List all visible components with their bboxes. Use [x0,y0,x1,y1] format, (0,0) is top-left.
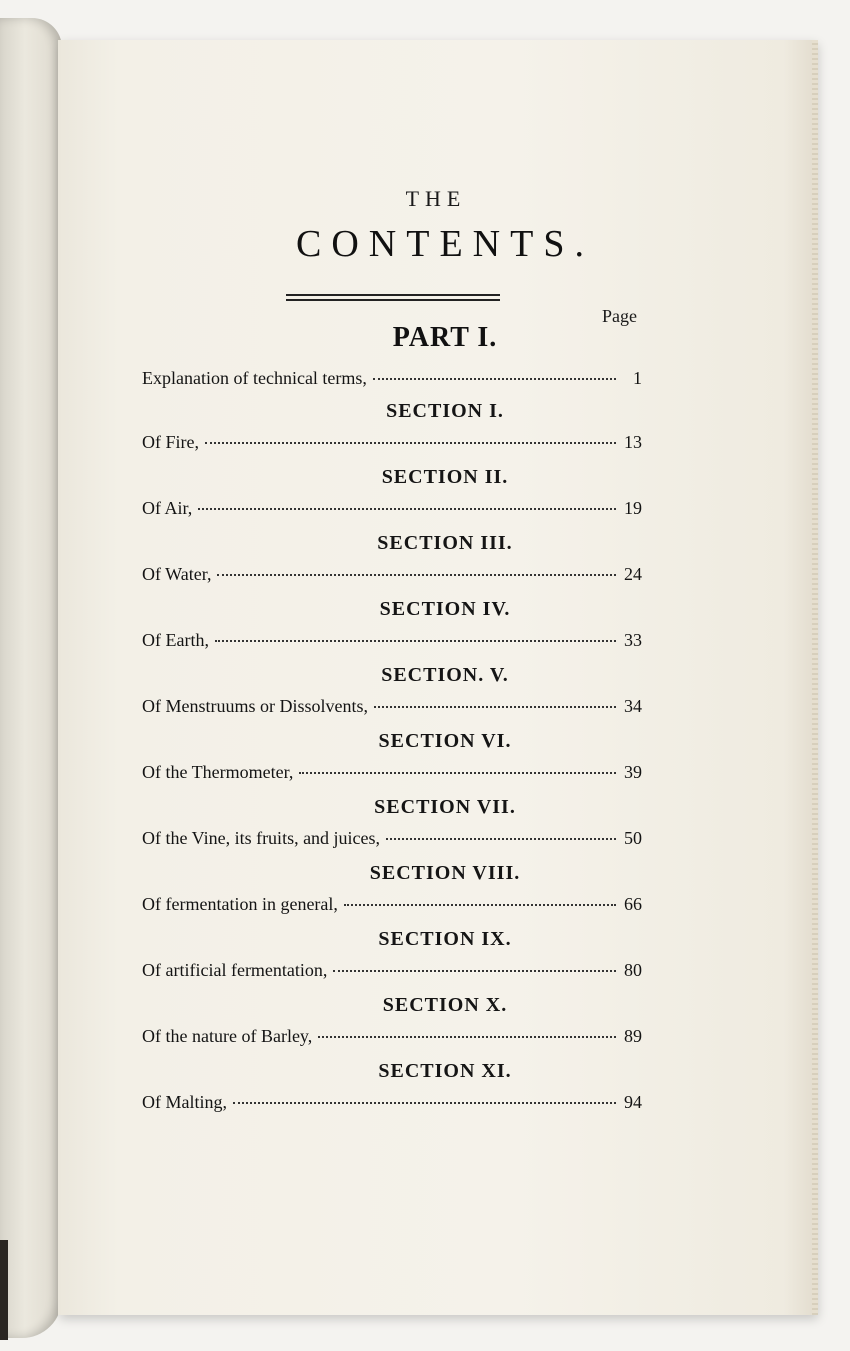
section-heading: SECTION VIII. [369,862,521,884]
toc-entry [142,894,642,918]
dot-leader [198,508,616,510]
toc-entry [142,630,642,654]
section-heading: SECTION IV. [379,598,511,620]
toc-entry-page: 24 [624,564,642,584]
toc-entry [142,368,642,392]
toc-entry-title: Of the Thermometer, [142,762,294,782]
dot-leader [217,574,616,576]
section-heading: SECTION IX. [378,928,512,950]
toc-entry [142,762,642,786]
toc-entry-title: Explanation of technical terms, [142,368,367,388]
toc-entry-page: 39 [624,762,642,782]
contents-page [58,40,816,1315]
toc-entry [142,828,642,852]
dot-leader [215,640,616,642]
toc-entry-title: Of Earth, [142,630,209,650]
dot-leader [299,772,616,774]
toc-entry-page: 94 [624,1092,642,1112]
toc-entry-page: 19 [624,498,642,518]
section-heading: SECTION III. [377,532,513,554]
dot-leader [233,1102,616,1104]
title-rule [286,294,500,301]
section-heading: SECTION VII. [374,796,516,818]
toc-entry-title: Of Fire, [142,432,199,452]
dot-leader [374,706,616,708]
toc-entry [142,498,642,522]
toc-entry-page: 80 [624,960,642,980]
dot-leader [386,838,616,840]
toc-entry-page: 34 [624,696,642,716]
facing-page-edge [0,18,62,1338]
dot-leader [333,970,616,972]
toc-entry-page: 66 [624,894,642,914]
book-spine [0,1240,8,1340]
toc-entry-page: 1 [633,368,642,388]
toc-entry [142,564,642,588]
dot-leader [318,1036,616,1038]
toc-entry-title: Of Malting, [142,1092,227,1112]
page-column-label: Page [602,306,637,326]
toc-entry-title: Of Air, [142,498,193,518]
page-title: CONTENTS. [296,223,594,265]
part-heading: PART I. [392,322,498,353]
toc-entry-title: Of the Vine, its fruits, and juices, [142,828,381,848]
toc-entry [142,960,642,984]
toc-entry-title: Of fermentation in general, [142,894,338,914]
section-heading: SECTION II. [381,466,509,488]
toc-entry-title: Of Water, [142,564,212,584]
section-heading: SECTION I. [386,400,504,422]
toc-entry [142,1026,642,1050]
toc-entry-page: 50 [624,828,642,848]
dot-leader [344,904,616,906]
toc-entry [142,432,642,456]
toc-entry-page: 89 [624,1026,642,1046]
dot-leader [373,378,616,380]
toc-entry-page: 33 [624,630,642,650]
toc-entry-title: Of artificial fermentation, [142,960,328,980]
section-heading: SECTION X. [382,994,508,1016]
dot-leader [205,442,616,444]
section-heading: SECTION. V. [381,664,509,686]
toc-entry-title: Of Menstruums or Dissolvents, [142,696,368,716]
toc-entry-title: Of the nature of Barley, [142,1026,313,1046]
title-the: THE [405,186,467,211]
toc-entry [142,696,642,720]
toc-entry-page: 13 [624,432,642,452]
toc-entry [142,1092,642,1116]
section-heading: SECTION XI. [378,1060,512,1082]
section-heading: SECTION VI. [378,730,512,752]
